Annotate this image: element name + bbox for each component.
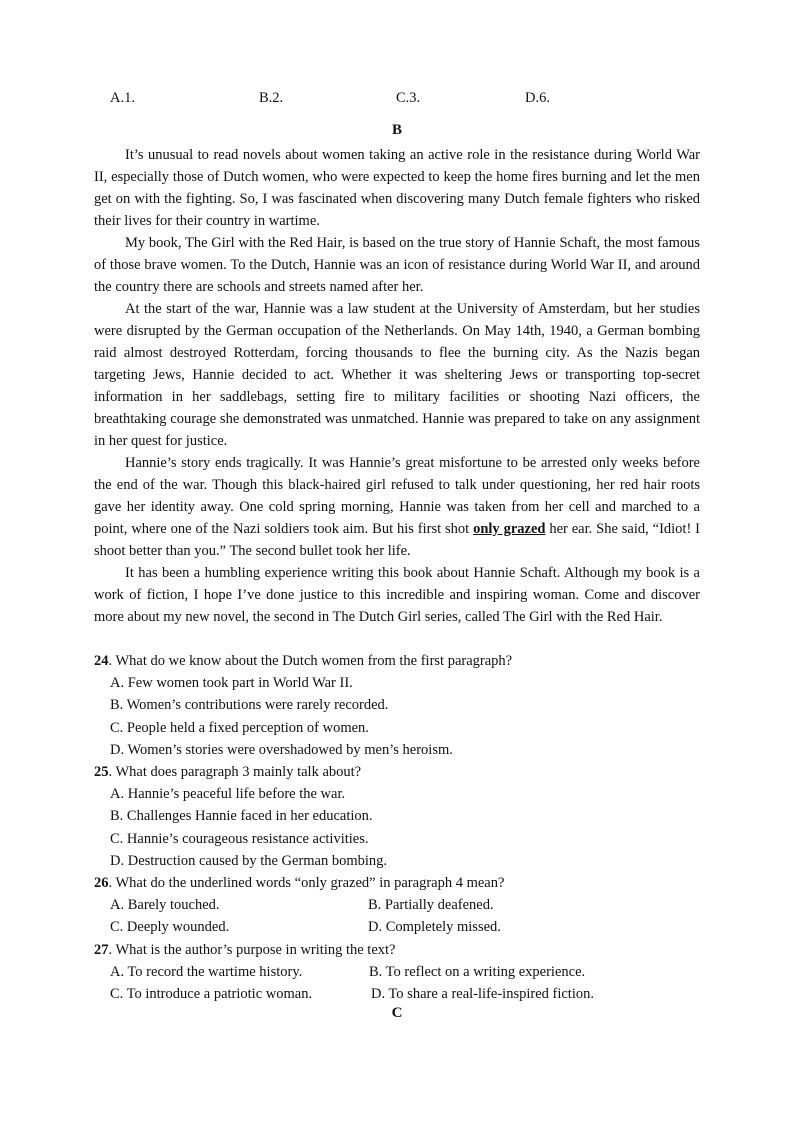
question-number: 27	[94, 941, 109, 958]
answer-option: A. Few women took part in World War II.	[110, 675, 353, 692]
answer-option: A. Hannie’s peaceful life before the war.	[110, 786, 346, 803]
question-26	[94, 872, 700, 939]
question-number: 26	[94, 875, 109, 892]
paragraph-5: It has been a humbling experience writing this book about Hannie Schaft. Although my book is a work of fiction, I hope I’ve done justice to this incredible and inspiring woman. Come and discover more about my new novel, the second in The Dutch Girl series, called The Girl with the Red Hair.	[94, 565, 700, 625]
paragraph-1: It’s unusual to read novels about women taking an active role in the resistance during World War II, especially those of Dutch women, who were expected to keep the home fires burning and let the men get on with the fighting. So, I was fascinated when discovering many Dutch female fighters who risked their lives for their country in wartime.	[94, 147, 700, 229]
answer-option: D. Destruction caused by the German bombing.	[110, 852, 388, 869]
answer-option: A. To record the wartime history.	[110, 963, 303, 980]
option-c: C.3.	[396, 90, 421, 106]
question-text: . What does paragraph 3 mainly talk about?	[108, 764, 362, 781]
paragraph-4-text-start: Hannie’s story ends tragically. It was Hannie’s great misfortune to be arrested only weeks before the end of the war. Though this black-haired girl refused to talk under questioning, her red hair roots gave her identity away. One cold spring morning, Hannie was taken from her cell and marched to a point, where one of the Nazi soldiers took aim. But his first shot	[94, 455, 700, 537]
answer-option: B. Women’s contributions were rarely recorded.	[110, 697, 389, 714]
question-text: . What is the author’s purpose in writing the text?	[108, 941, 396, 958]
answer-option: B. Partially deafened.	[368, 897, 494, 914]
question-number: 25	[94, 764, 109, 781]
section-b-heading: B	[391, 122, 402, 138]
answer-row	[110, 916, 700, 938]
option-a: A.1.	[110, 90, 135, 106]
answer-option: D. To share a real-life-inspired fiction.	[371, 986, 594, 1002]
paragraph-4-text-end: her ear. She said, “Idiot! I shoot better than you.” The second bullet took her life.	[94, 521, 701, 559]
passage-b	[94, 144, 700, 628]
question-25	[94, 761, 700, 872]
answer-option: C. People held a fixed perception of women.	[110, 719, 369, 736]
answer-row	[110, 983, 700, 1005]
answer-option: B. To reflect on a writing experience.	[369, 963, 586, 980]
answer-row	[110, 894, 700, 916]
answer-option: C. Hannie’s courageous resistance activities.	[110, 830, 369, 847]
answer-row	[110, 961, 700, 983]
previous-question-options	[0, 90, 794, 110]
paragraph-2: My book, The Girl with the Red Hair, is based on the true story of Hannie Schaft, the most famous of those brave women. To the Dutch, Hannie was an icon of resistance during World War II, and around the country there are schools and streets named after her.	[94, 235, 700, 295]
answer-option: A. Barely touched.	[110, 897, 220, 914]
question-24	[94, 650, 700, 761]
underlined-phrase: only grazed	[473, 521, 546, 537]
answer-option: D. Completely missed.	[368, 919, 501, 936]
question-number: 24	[94, 653, 109, 669]
question-text: . What do we know about the Dutch women from the first paragraph?	[108, 653, 513, 669]
questions-block	[94, 650, 700, 1005]
answer-option: D. Women’s stories were overshadowed by men’s heroism.	[110, 741, 453, 758]
question-27	[94, 939, 700, 1006]
paragraph-3: At the start of the war, Hannie was a law student at the University of Amsterdam, but her studies were disrupted by the German occupation of the Netherlands. On May 14th, 1940, a German bombing raid almost destroyed Rotterdam, forcing thousands to flee the burning city. As the Nazis began targeting Jews, Hannie decided to act. Whether it was sheltering Jews or transporting top-secret information in her saddlebags, setting fire to military facilities or shooting Nazi officers, the breathtaking courage she demonstrated was unmatched. Hannie was prepared to take on any assignment in her quest for justice.	[94, 301, 700, 449]
section-c-heading: C	[391, 1005, 403, 1021]
option-b: B.2.	[259, 90, 284, 106]
answer-option: B. Challenges Hannie faced in her education.	[110, 808, 373, 825]
option-d: D.6.	[525, 90, 550, 106]
question-text: . What do the underlined words “only grazed” in paragraph 4 mean?	[108, 875, 505, 892]
paragraph-4	[94, 452, 700, 562]
answer-option: C. To introduce a patriotic woman.	[110, 986, 313, 1002]
answer-option: C. Deeply wounded.	[110, 919, 230, 936]
